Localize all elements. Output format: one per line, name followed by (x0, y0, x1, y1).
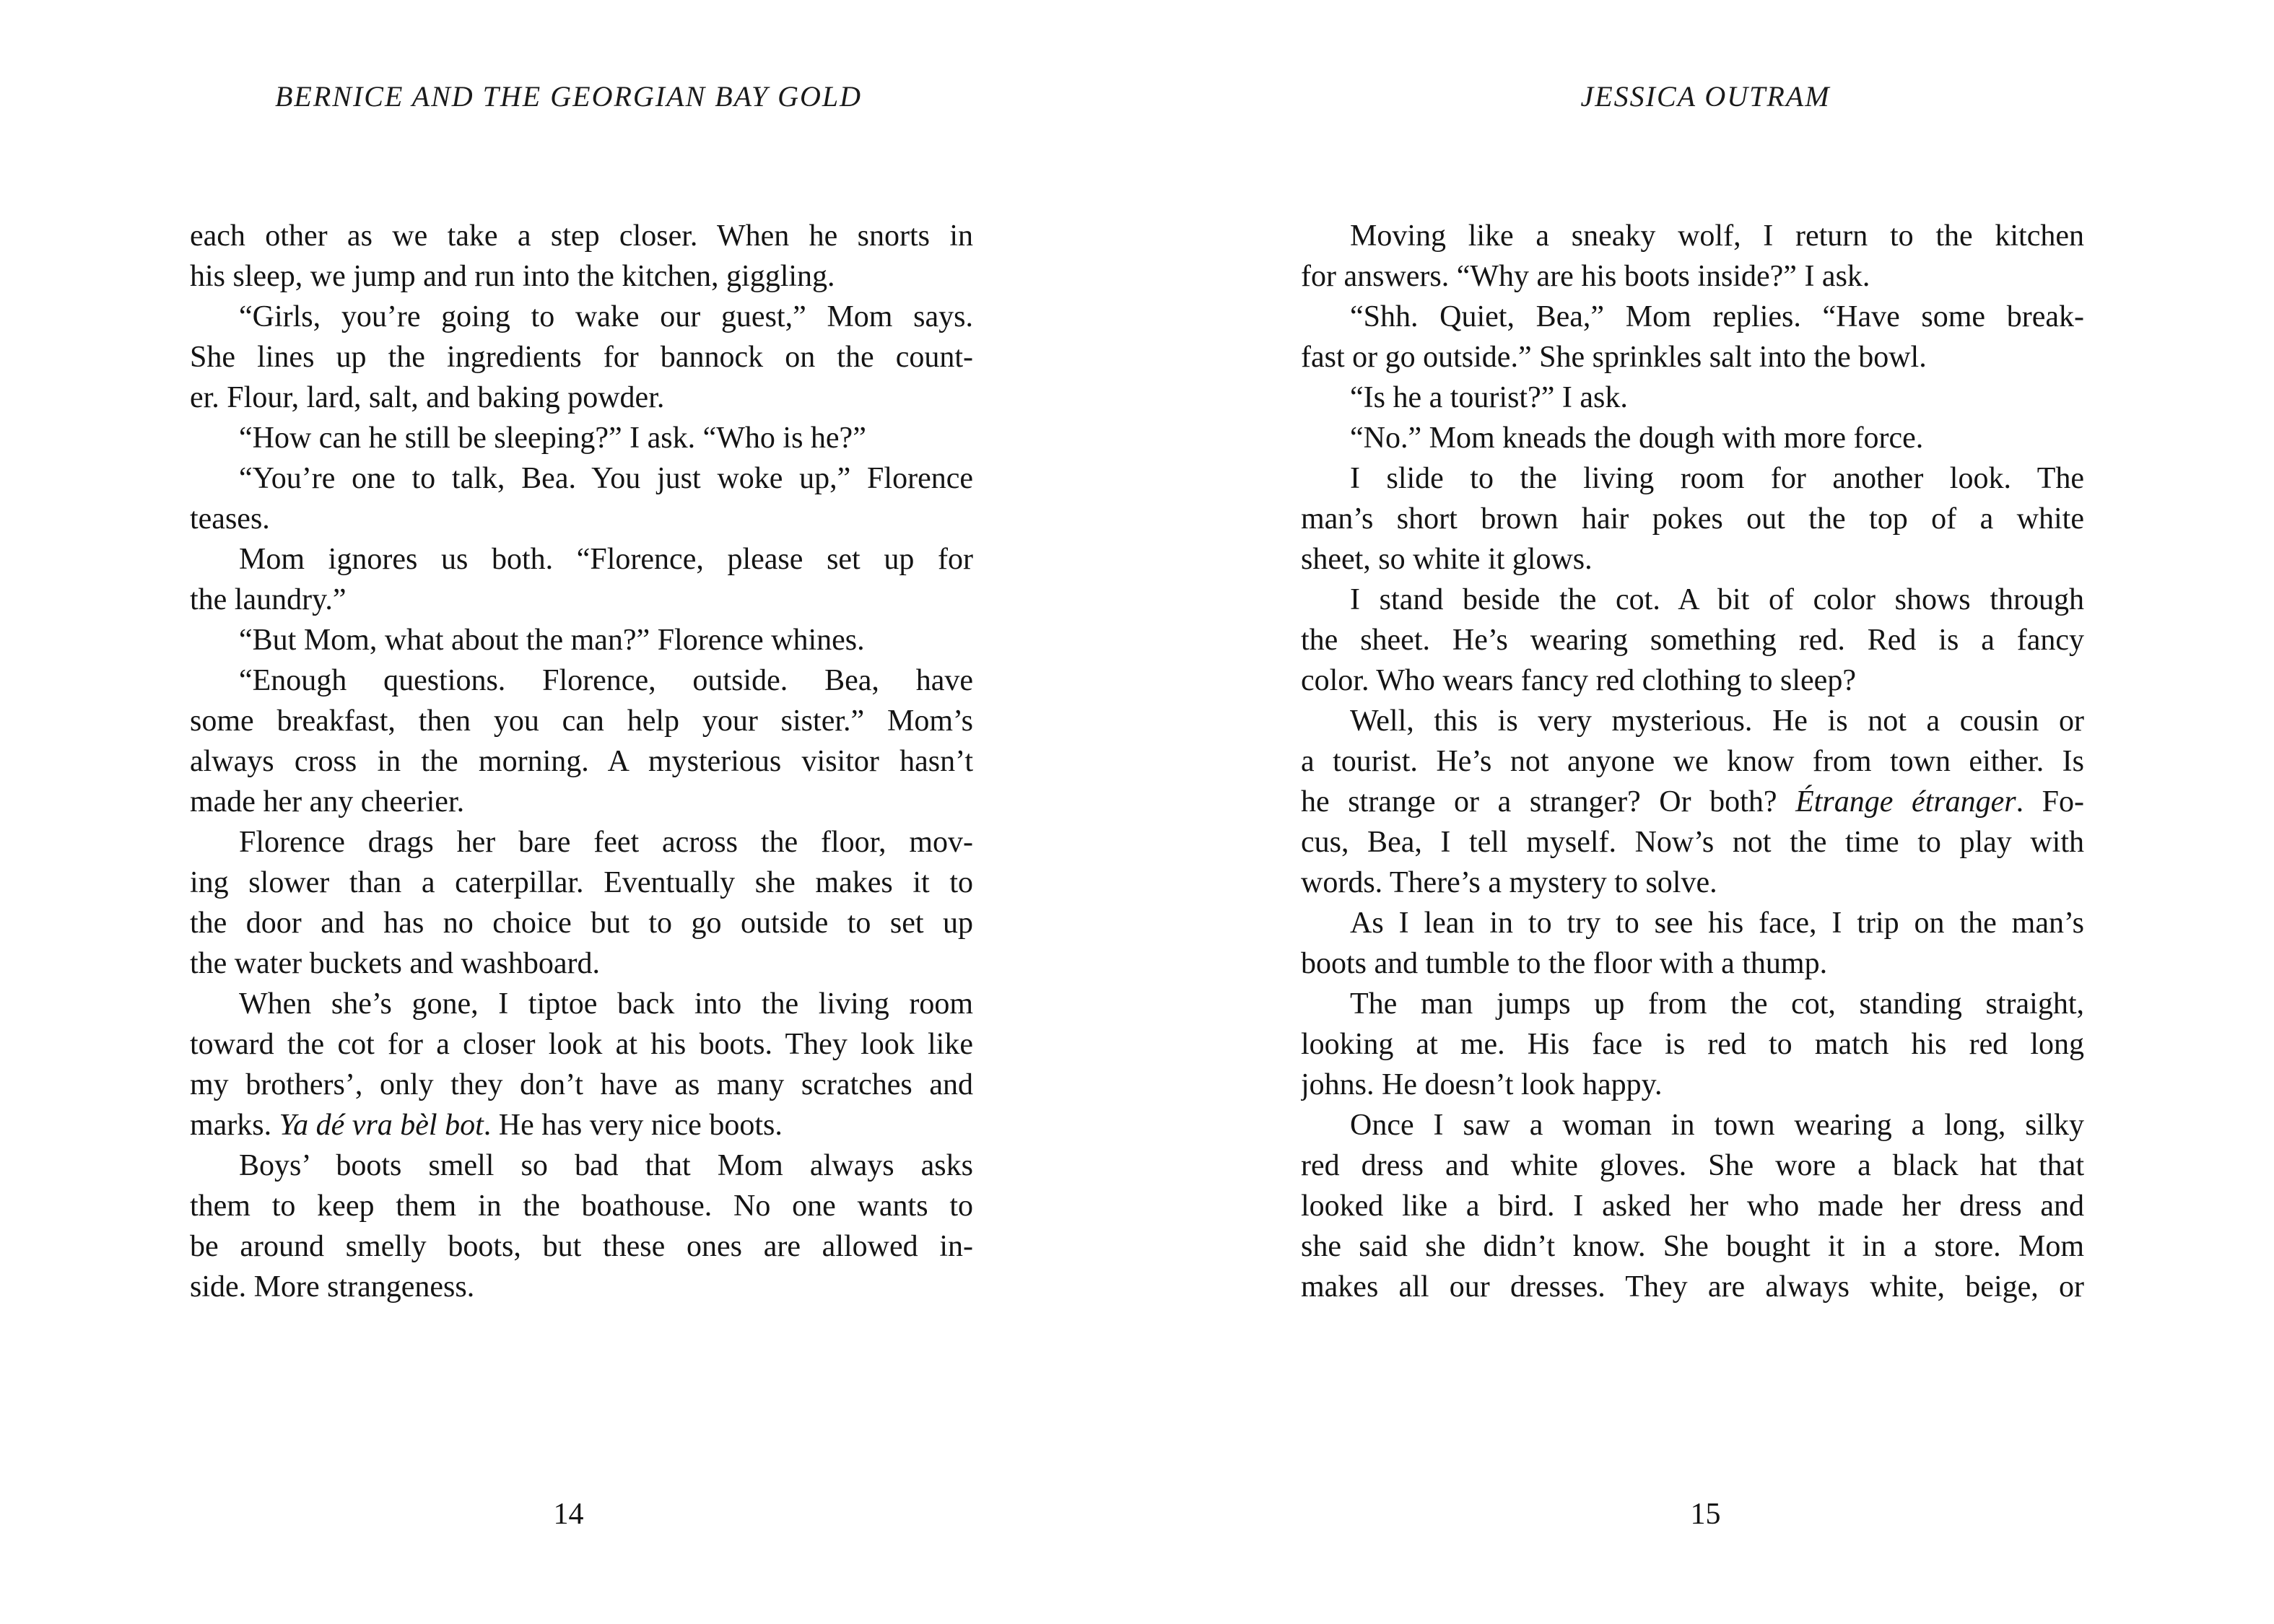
text-segment: the door and has no choice but to go outside to set up (190, 907, 973, 940)
text-segment: Boys’ boots smell so bad that Mom always asks (239, 1149, 973, 1182)
text-segment: The man jumps up from the cot, standing straight, (1350, 987, 2084, 1021)
text-segment: I stand beside the cot. A bit of color shows through (1350, 583, 2084, 616)
text-segment: sheet, so white it glows. (1301, 543, 1593, 576)
text-line (1301, 1145, 2084, 1186)
text-segment: “Girls, you’re going to wake our guest,” Mom says. (239, 300, 973, 333)
text-line (190, 782, 973, 822)
text-segment: Once I saw a woman in town wearing a long, silky (1350, 1109, 2084, 1142)
text-line (190, 943, 973, 984)
text-line (190, 337, 973, 377)
text-line (190, 1145, 973, 1186)
text-line (190, 660, 973, 701)
text-segment: makes all our dresses. They are always white, beige, or (1301, 1270, 2084, 1304)
text-line (1301, 984, 2084, 1024)
text-segment: Moving like a sneaky wolf, I return to the kitchen (1350, 219, 2084, 253)
text-segment: made her any cheerier. (190, 785, 465, 818)
text-line (1301, 1105, 2084, 1145)
text-line (190, 580, 973, 620)
text-line (1301, 418, 2084, 458)
text-line (190, 539, 973, 580)
text-line (1301, 943, 2084, 984)
text-segment: marks. (190, 1109, 279, 1142)
running-header-book-title: BERNICE AND THE GEORGIAN BAY GOLD (274, 80, 863, 113)
text-segment: she said she didn’t know. She bought it in a store. Mom (1301, 1230, 2084, 1263)
text-segment: for answers. “Why are his boots inside?” I ask. (1301, 260, 1870, 293)
page-right (1137, 0, 2274, 1624)
page-number-right: 15 (1690, 1498, 1721, 1531)
text-line (190, 620, 973, 660)
text-segment: the water buckets and washboard. (190, 947, 600, 980)
text-segment: teases. (190, 502, 270, 536)
page-number-left: 14 (553, 1498, 584, 1531)
text-line (1301, 903, 2084, 943)
text-line (1301, 701, 2084, 741)
text-segment: be around smelly boots, but these ones are allowed in- (190, 1230, 973, 1263)
text-line (1301, 660, 2084, 701)
text-segment: “But Mom, what about the man?” Florence whines. (239, 624, 865, 657)
text-segment: When she’s gone, I tiptoe back into the living room (239, 987, 973, 1021)
text-segment: his sleep, we jump and run into the kitchen, giggling. (190, 260, 835, 293)
text-line (1301, 580, 2084, 620)
text-segment: a tourist. He’s not anyone we know from town either. Is (1301, 745, 2084, 778)
text-line (1301, 256, 2084, 297)
italic-phrase: Ya dé vra bèl bot (279, 1109, 484, 1142)
text-segment: the laundry.” (190, 583, 347, 616)
running-header-author-name: JESSICA OUTRAM (1580, 80, 1831, 113)
text-line (1301, 863, 2084, 903)
text-segment: them to keep them in the boathouse. No one wants to (190, 1189, 973, 1223)
text-line (1301, 377, 2084, 418)
text-segment: Florence drags her bare feet across the floor, mov- (239, 826, 973, 859)
text-line (190, 216, 973, 256)
text-line (1301, 1065, 2084, 1105)
text-segment: side. More strangeness. (190, 1270, 475, 1304)
text-segment: fast or go outside.” She sprinkles salt into the bowl. (1301, 341, 1927, 374)
text-segment: “No.” Mom kneads the dough with more force. (1350, 422, 1924, 455)
text-segment: some breakfast, then you can help your sister.” Mom’s (190, 704, 973, 738)
text-segment: . Fo- (2016, 785, 2084, 818)
text-segment: toward the cot for a closer look at his boots. They look like (190, 1028, 973, 1061)
text-line (1301, 216, 2084, 256)
text-segment: “How can he still be sleeping?” I ask. “Who is he?” (239, 422, 866, 455)
text-segment: each other as we take a step closer. When he snorts in (190, 219, 973, 253)
text-line (190, 499, 973, 539)
text-line (190, 822, 973, 863)
text-line (190, 1226, 973, 1267)
text-line (190, 297, 973, 337)
text-segment: man’s short brown hair pokes out the top of a white (1301, 502, 2084, 536)
text-line (1301, 782, 2084, 822)
text-segment: boots and tumble to the floor with a thump. (1301, 947, 1828, 980)
text-segment: “You’re one to talk, Bea. You just woke up,” Florence (239, 462, 973, 495)
text-line (1301, 822, 2084, 863)
text-segment: I slide to the living room for another look. The (1350, 462, 2084, 495)
text-line (1301, 297, 2084, 337)
text-line (1301, 1186, 2084, 1226)
text-line (1301, 741, 2084, 782)
text-line (190, 1267, 973, 1307)
text-line (1301, 458, 2084, 499)
text-segment: looking at me. His face is red to match his red long (1301, 1028, 2084, 1061)
text-line (190, 377, 973, 418)
text-segment: the sheet. He’s wearing something red. Red is a fancy (1301, 624, 2084, 657)
text-segment: “Enough questions. Florence, outside. Bea, have (239, 664, 973, 697)
text-segment: As I lean in to try to see his face, I trip on the man’s (1350, 907, 2084, 940)
text-line (1301, 539, 2084, 580)
text-segment: my brothers’, only they don’t have as many scratches and (190, 1068, 973, 1101)
text-segment: er. Flour, lard, salt, and baking powder. (190, 381, 665, 414)
text-segment: words. There’s a mystery to solve. (1301, 866, 1717, 899)
text-line (190, 418, 973, 458)
text-line (1301, 1267, 2084, 1307)
text-line (1301, 620, 2084, 660)
text-segment: Mom ignores us both. “Florence, please set up for (239, 543, 973, 576)
text-line (190, 1186, 973, 1226)
text-segment: cus, Bea, I tell myself. Now’s not the time to play with (1301, 826, 2084, 859)
text-line (1301, 1226, 2084, 1267)
text-line (1301, 337, 2084, 377)
text-line (190, 1105, 973, 1145)
text-segment: always cross in the morning. A mysterious visitor hasn’t (190, 745, 973, 778)
text-segment: “Is he a tourist?” I ask. (1350, 381, 1628, 414)
text-line (1301, 1024, 2084, 1065)
text-segment: color. Who wears fancy red clothing to sleep? (1301, 664, 1856, 697)
text-line (190, 256, 973, 297)
text-segment: “Shh. Quiet, Bea,” Mom replies. “Have some break- (1350, 300, 2084, 333)
text-segment: looked like a bird. I asked her who made her dress and (1301, 1189, 2084, 1223)
text-line (190, 701, 973, 741)
text-line (190, 458, 973, 499)
text-segment: red dress and white gloves. She wore a black hat that (1301, 1149, 2084, 1182)
text-line (190, 1024, 973, 1065)
text-line (190, 863, 973, 903)
italic-phrase: Étrange étranger (1795, 785, 2016, 818)
text-column-left (190, 216, 973, 1307)
text-line (190, 984, 973, 1024)
text-segment: he strange or a stranger? Or both? (1301, 785, 1796, 818)
text-segment: . He has very nice boots. (483, 1109, 783, 1142)
text-line (190, 903, 973, 943)
text-segment: Well, this is very mysterious. He is not a cousin or (1350, 704, 2084, 738)
text-segment: ing slower than a caterpillar. Eventually she makes it to (190, 866, 973, 899)
text-segment: She lines up the ingredients for bannock on the count- (190, 341, 973, 374)
text-column-right (1301, 216, 2084, 1307)
text-segment: johns. He doesn’t look happy. (1301, 1068, 1663, 1101)
text-line (190, 741, 973, 782)
text-line (190, 1065, 973, 1105)
text-line (1301, 499, 2084, 539)
